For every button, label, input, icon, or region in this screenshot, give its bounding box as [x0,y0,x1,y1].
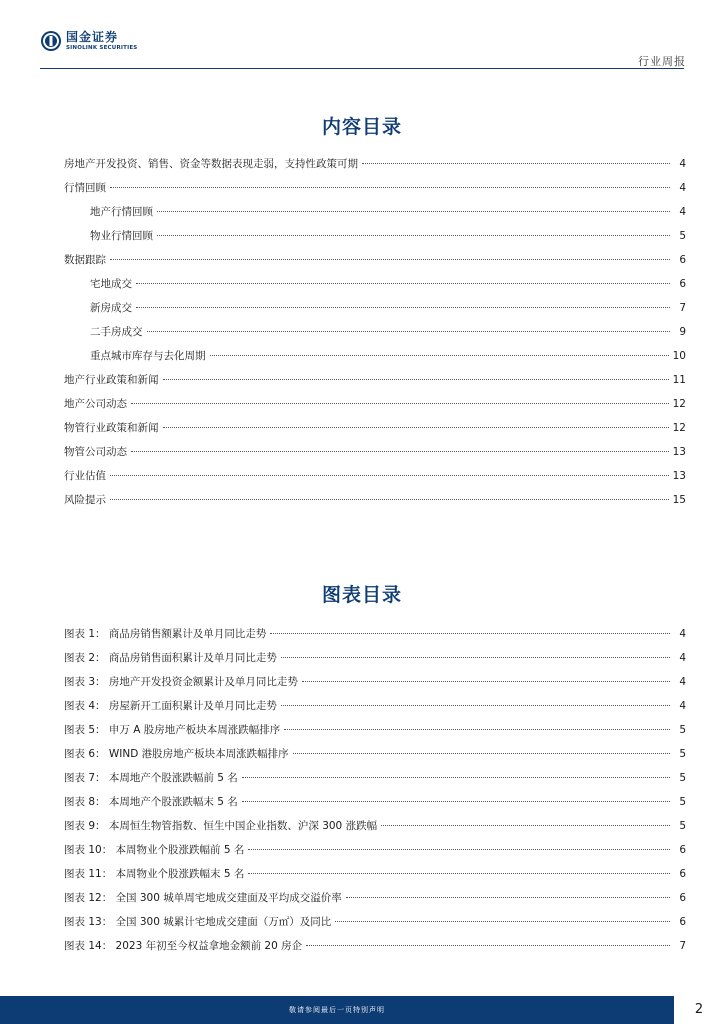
brand-name-cn: 国金证券 [66,29,119,44]
dot-leader [110,475,669,476]
toc-entry-page: 7 [679,940,686,952]
toc-entry-label: 图表 5： 申万 A 股房地产板块本周涨跌幅排序 [64,724,281,736]
sinolink-logo-icon [40,30,62,52]
toc-entry[interactable] [64,272,686,296]
toc-entry-label: 图表 6： WIND 港股房地产板块本周涨跌幅排序 [64,748,289,760]
toc-entry[interactable] [64,622,686,646]
toc-entry-label: 行情回顾 [64,182,106,194]
toc-entry[interactable] [64,694,686,718]
dot-leader [163,379,669,380]
brand-name-en: SINOLINK SECURITIES [66,44,138,51]
toc-entry-label: 风险提示 [64,494,106,506]
toc-entry[interactable] [64,440,686,464]
toc-entry[interactable] [64,392,686,416]
dot-leader [362,163,670,164]
toc-entry-page: 4 [679,700,686,712]
toc-entry[interactable] [64,862,686,886]
toc-entry[interactable] [64,742,686,766]
toc-entry-page: 13 [672,470,686,482]
dot-leader [284,729,670,730]
disclaimer-note: 敬请参阅最后一页特别声明 [289,1006,385,1014]
dot-leader [210,355,669,356]
toc-entry-label: 图表 1： 商品房销售额累计及单月同比走势 [64,628,267,640]
dot-leader [346,897,670,898]
toc-entry-page: 5 [679,230,686,242]
toc-entry[interactable] [64,886,686,910]
toc-entry-page: 4 [679,182,686,194]
dot-leader [157,211,670,212]
page-number: 2 [694,1002,704,1017]
dot-leader [242,801,670,802]
dot-leader [242,777,670,778]
toc-entry-label: 图表 9： 本周恒生物管指数、恒生中国企业指数、沪深 300 涨跌幅 [64,820,378,832]
toc-entry-page: 4 [679,628,686,640]
toc-entry-page: 4 [679,206,686,218]
figures-list [64,622,686,958]
dot-leader [381,825,670,826]
toc-entry-label: 图表 12： 全国 300 城单周宅地成交建面及平均成交溢价率 [64,892,342,904]
toc-entry-page: 6 [679,892,686,904]
toc-entry-label: 图表 11： 本周物业个股涨跌幅末 5 名 [64,868,245,880]
toc-entry-page: 6 [679,844,686,856]
page-footer [0,996,724,1024]
toc-entry-page: 12 [672,398,686,410]
toc-entry[interactable] [64,766,686,790]
toc-entry[interactable] [64,838,686,862]
dot-leader [110,499,669,500]
toc-entry[interactable] [64,934,686,958]
page-header [0,0,724,70]
dot-leader [131,451,669,452]
contents-list [64,152,686,512]
toc-entry-label: 图表 14： 2023 年初至今权益拿地金额前 20 房企 [64,940,303,952]
toc-entry-label: 图表 3： 房地产开发投资金额累计及单月同比走势 [64,676,298,688]
dot-leader [306,945,670,946]
dot-leader [136,283,670,284]
toc-entry-label: 图表 10： 本周物业个股涨跌幅前 5 名 [64,844,245,856]
toc-entry-page: 5 [679,820,686,832]
toc-entry[interactable] [64,488,686,512]
toc-entry-label: 地产行业政策和新闻 [64,374,159,386]
dot-leader [163,427,669,428]
toc-entry-label: 地产公司动态 [64,398,127,410]
toc-entry-page: 5 [679,724,686,736]
toc-entry-label: 图表 2： 商品房销售面积累计及单月同比走势 [64,652,277,664]
toc-entry-label: 地产行情回顾 [90,206,153,218]
toc-entry-label: 新房成交 [90,302,132,314]
toc-entry-page: 6 [679,278,686,290]
dot-leader [248,849,670,850]
toc-entry[interactable] [64,344,686,368]
toc-entry-label: 二手房成交 [90,326,143,338]
dot-leader [302,681,670,682]
toc-entry-label: 图表 8： 本周地产个股涨跌幅末 5 名 [64,796,238,808]
toc-entry-page: 15 [672,494,686,506]
toc-entry-label: 图表 13： 全国 300 城累计宅地成交建面（万㎡）及同比 [64,916,332,928]
dot-leader [131,403,669,404]
toc-entry-page: 12 [672,422,686,434]
toc-entry[interactable] [64,910,686,934]
toc-entry-label: 图表 7： 本周地产个股涨跌幅前 5 名 [64,772,238,784]
toc-entry[interactable] [64,320,686,344]
dot-leader [110,259,670,260]
dot-leader [147,331,671,332]
dot-leader [293,753,670,754]
toc-entry[interactable] [64,176,686,200]
dot-leader [136,307,670,308]
dot-leader [281,705,670,706]
header-divider [40,68,684,69]
toc-entry[interactable] [64,224,686,248]
toc-entry-page: 6 [679,868,686,880]
toc-entry-label: 物管公司动态 [64,446,127,458]
toc-entry[interactable] [64,464,686,488]
toc-entry-page: 6 [679,916,686,928]
toc-entry-page: 6 [679,254,686,266]
toc-entry-label: 房地产开发投资、销售、资金等数据表现走弱，支持性政策可期 [64,158,358,170]
dot-leader [335,921,670,922]
toc-entry-page: 5 [679,796,686,808]
toc-entry[interactable] [64,296,686,320]
toc-entry-page: 7 [679,302,686,314]
toc-entry-label: 物业行情回顾 [90,230,153,242]
toc-entry[interactable] [64,200,686,224]
toc-entry[interactable] [64,646,686,670]
toc-entry-label: 重点城市库存与去化周期 [90,350,206,362]
report-type-label: 行业周报 [638,55,686,68]
toc-entry-page: 4 [679,158,686,170]
toc-entry-page: 13 [672,446,686,458]
figures-title: 图表目录 [321,584,402,606]
toc-entry-page: 9 [679,326,686,338]
toc-entry-page: 5 [679,748,686,760]
toc-entry-label: 物管行业政策和新闻 [64,422,159,434]
toc-entry[interactable] [64,368,686,392]
toc-entry-label: 图表 4： 房屋新开工面积累计及单月同比走势 [64,700,277,712]
dot-leader [157,235,670,236]
toc-entry[interactable] [64,248,686,272]
toc-entry[interactable] [64,790,686,814]
company-logo [40,30,137,52]
toc-entry[interactable] [64,718,686,742]
toc-entry-label: 数据跟踪 [64,254,106,266]
toc-entry-page: 11 [672,374,686,386]
dot-leader [248,873,670,874]
contents-title: 内容目录 [321,116,402,138]
toc-entry[interactable] [64,814,686,838]
dot-leader [270,633,670,634]
toc-entry-page: 4 [679,676,686,688]
toc-entry-page: 5 [679,772,686,784]
toc-entry[interactable] [64,416,686,440]
dot-leader [110,187,670,188]
toc-entry[interactable] [64,152,686,176]
toc-entry[interactable] [64,670,686,694]
toc-entry-label: 宅地成交 [90,278,132,290]
toc-entry-page: 4 [679,652,686,664]
toc-entry-page: 10 [672,350,686,362]
toc-entry-label: 行业估值 [64,470,106,482]
dot-leader [281,657,670,658]
